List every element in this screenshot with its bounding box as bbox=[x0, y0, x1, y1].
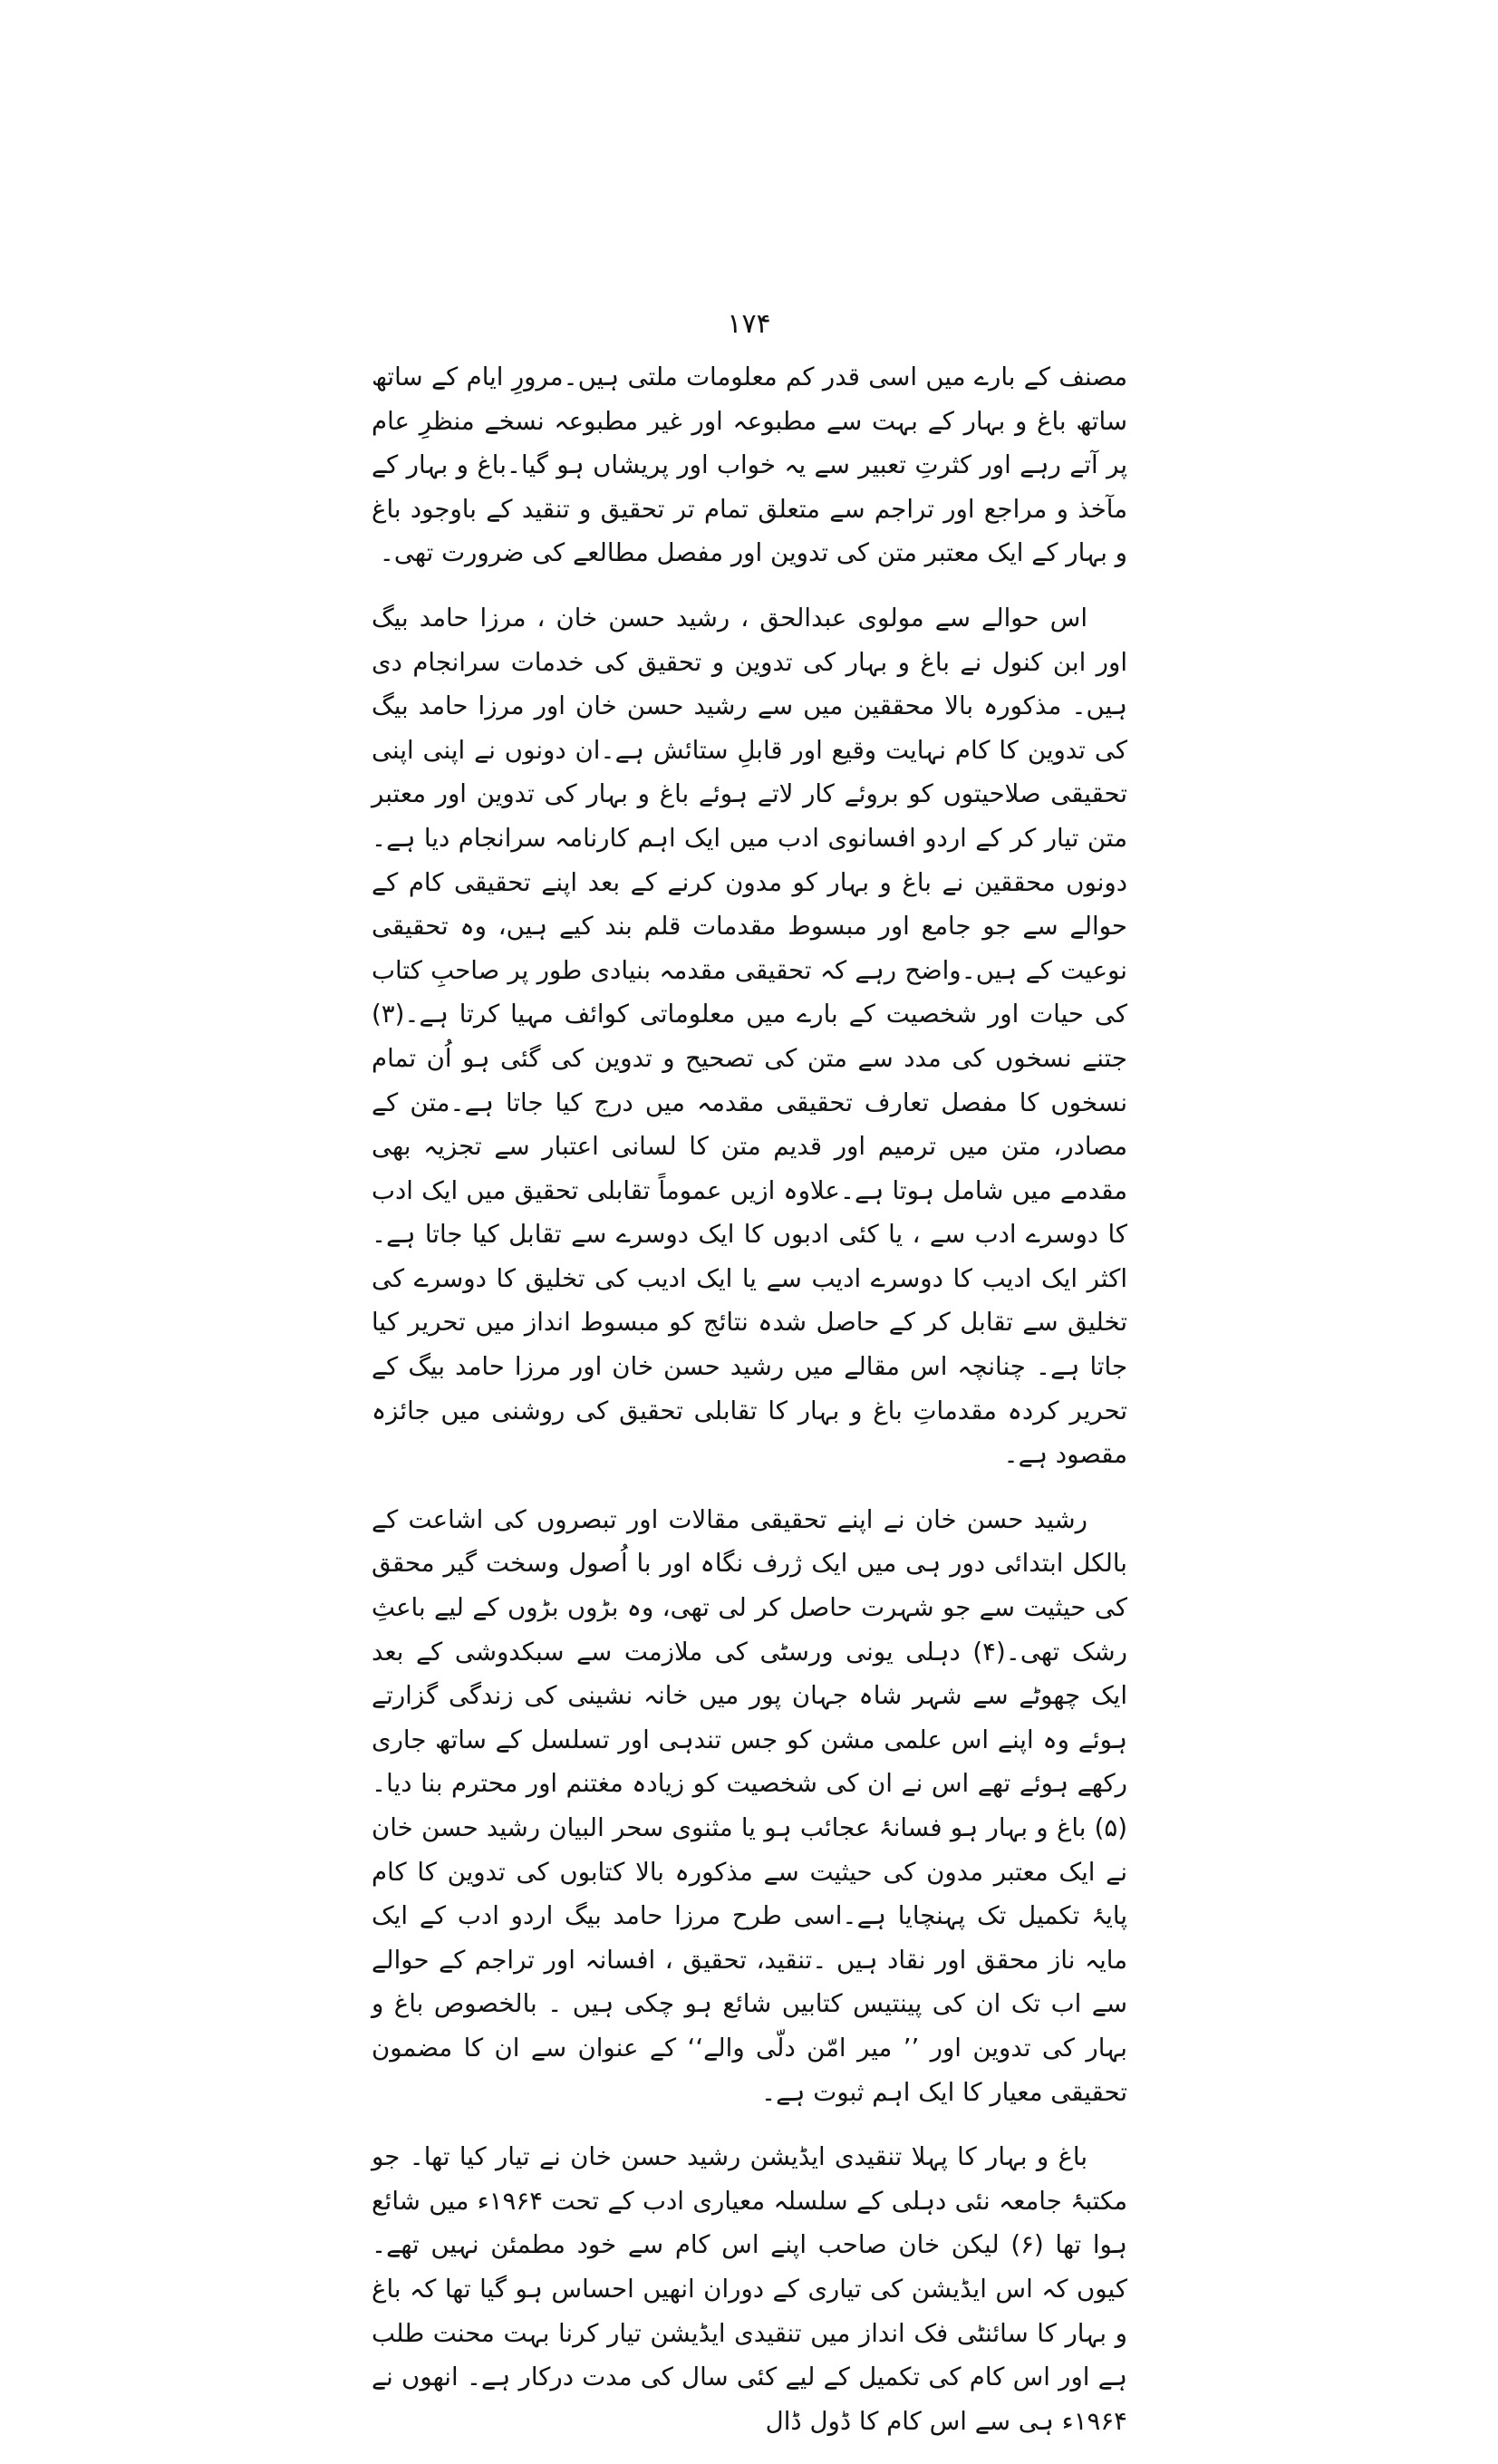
paragraph-4: باغ و بہار کا پہلا تنقیدی ایڈیشن رشید حسن خان نے تیار کیا تھا۔ جو مکتبۂ جامعہ نئی دہلی کے سلسلہ معیاری ادب کے تحت ۱۹۶۴ء میں شائع ہوا تھا (۶) لیکن خان صاحب اپنے اس کام سے خود مطمئن نہیں تھے۔ کیوں کہ اس ایڈیشن کی تیاری کے دوران انھیں احساس ہو گیا تھا کہ باغ و بہار کا سائنٹی فک انداز میں تنقیدی ایڈیشن تیار کرنا بہت محنت طلب ہے اور اس کام کی تکمیل کے لیے کئی سال کی مدت درکار ہے۔ انھوں نے ۱۹۶۴ء ہی سے اس کام کا ڈول ڈال bbox=[372, 2141, 1127, 2436]
paragraph-3: رشید حسن خان نے اپنے تحقیقی مقالات اور تبصروں کی اشاعت کے بالکل ابتدائی دور ہی میں ایک ژرف نگاہ اور با اُصول وسخت گیر محقق کی حیثیت سے جو شہرت حاصل کر لی تھی، وہ بڑوں بڑوں کے لیے باعثِ رشک تھی۔(۴) دہلی یونی ورسٹی کی ملازمت سے سبکدوشی کے بعد ایک چھوٹے سے شہر شاہ جہان پور میں خانہ نشینی کی زندگی گزارتے ہوئے وہ اپنے اس علمی مشن کو جس تندہی اور تسلسل کے ساتھ جاری رکھے ہوئے تھے اس نے ان کی شخصیت کو زیادہ مغتنم اور محترم بنا دیا۔(۵) باغ و بہار ہو فسانۂ عجائب ہو یا مثنوی سحر البیان رشید حسن خان نے ایک معتبر مدون کی حیثیت سے مذکورہ بالا کتابوں کی تدوین کا کام پایۂ تکمیل تک پہنچایا ہے۔اسی طرح مرزا حامد بیگ اردو ادب کے ایک مایہ ناز محقق اور نقاد ہیں ۔تنقید، تحقیق ، افسانہ اور تراجم کے حوالے سے اب تک ان کی پینتیس کتابیں شائع ہو چکی ہیں ۔ بالخصوص باغ و بہار کی تدوین اور ’’ میر امّن دلّی والے‘‘ کے عنوان سے ان کا مضمون تحقیقی معیار کا ایک اہم ثبوت ہے۔ bbox=[372, 1503, 1127, 2107]
paragraph-2: اس حوالے سے مولوی عبدالحق ، رشید حسن خان ، مرزا حامد بیگ اور ابن کنول نے باغ و بہار کی تدوین و تحقیق کی خدمات سرانجام دی ہیں۔ مذکورہ بالا محققین میں سے رشید حسن خان اور مرزا حامد بیگ کی تدوین کا کام نہایت وقیع اور قابلِ ستائش ہے۔ان دونوں نے اپنی اپنی تحقیقی صلاحیتوں کو بروئے کار لاتے ہوئے باغ و بہار کی تدوین اور معتبر متن تیار کر کے اردو افسانوی ادب میں ایک اہم کارنامہ سرانجام دیا ہے۔دونوں محققین نے باغ و بہار کو مدون کرنے کے بعد اپنے تحقیقی کام کے حوالے سے جو جامع اور مبسوط مقدمات قلم بند کیے ہیں، وہ تحقیقی نوعیت کے ہیں۔واضح رہے کہ تحقیقی مقدمہ بنیادی طور پر صاحبِ کتاب کی حیات اور شخصیت کے بارے میں معلوماتی کوائف مہیا کرتا ہے۔(۳) جتنے نسخوں کی مدد سے متن کی تصحیح و تدوین کی گئی ہو اُن تمام نسخوں کا مفصل تعارف تحقیقی مقدمہ میں درج کیا جاتا ہے۔متن کے مصادر، متن میں ترمیم اور قدیم متن کا لسانی اعتبار سے تجزیہ بھی مقدمے میں شامل ہوتا ہے۔علاوہ ازیں عموماً تقابلی تحقیق میں ایک ادب کا دوسرے ادب سے ، یا کئی ادبوں کا ایک دوسرے سے تقابل کیا جاتا ہے۔ اکثر ایک ادیب کا دوسرے ادیب سے یا ایک ادیب کی تخلیق کا دوسرے کی تخلیق سے تقابل کر کے حاصل شدہ نتائج کو مبسوط انداز میں تحریر کیا جاتا ہے۔ چنانچہ اس مقالے میں رشید حسن خان اور مرزا حامد بیگ کے تحریر کردہ مقدماتِ باغ و بہار کا تقابلی تحقیق کی روشنی میں جائزہ مقصود ہے۔ bbox=[372, 602, 1127, 1470]
page-number: ۱۷۴ bbox=[727, 308, 771, 340]
body-text bbox=[372, 355, 1127, 2464]
paragraph-1: مصنف کے بارے میں اسی قدر کم معلومات ملتی ہیں۔مرورِ ایام کے ساتھ ساتھ باغ و بہار کے بہت سے مطبوعہ اور غیر مطبوعہ نسخے منظرِ عام پر آتے رہے اور کثرتِ تعبیر سے یہ خواب اور پریشاں ہو گیا۔باغ و بہار کے مآخذ و مراجع اور تراجم سے متعلق تمام تر تحقیق و تنقید کے باوجود باغ و بہار کے ایک معتبر متن کی تدوین اور مفصل مطالعے کی ضرورت تھی۔ bbox=[372, 362, 1127, 568]
